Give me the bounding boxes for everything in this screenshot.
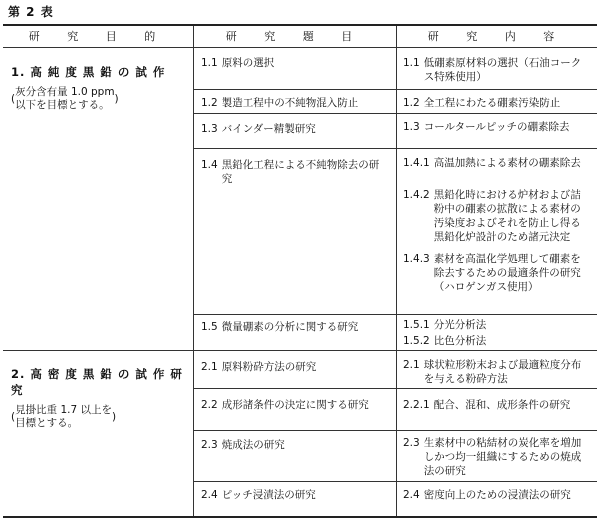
- goal-note-line: 見掛比重 1.7 以上を: [15, 404, 112, 416]
- content-item: 1.2 全工程にわたる硼素汚染防止: [403, 97, 561, 109]
- topic-item: 2.1 原料粉砕方法の研究: [201, 361, 317, 373]
- column-divider: [193, 26, 194, 516]
- row-rule: [193, 89, 597, 90]
- row-rule: [193, 388, 597, 389]
- goal-note: [11, 86, 189, 112]
- content-item: 2.2.1 配合、混和、成形条件の研究: [403, 399, 571, 411]
- row-rule: [193, 430, 597, 431]
- topic-item: 2.2 成形諸条件の決定に関する研究: [201, 399, 369, 411]
- goal-note-line: 目標とする。: [15, 417, 79, 429]
- topic-item: 1.4 黒鉛化工程による不純物除去の研究: [201, 159, 380, 185]
- goal-note-line: 灰分含有量 1.0 ppm: [15, 86, 115, 98]
- goal-cell: [11, 64, 189, 112]
- content-item: 1.3 コールタールピッチの硼素除去: [403, 121, 570, 133]
- close-paren: ): [111, 410, 117, 423]
- column-divider: [396, 26, 397, 516]
- row-rule: [193, 148, 597, 149]
- row-rule: [193, 481, 597, 482]
- header-content: 研 究 内 容: [427, 30, 567, 43]
- topic-item: 1.1 原料の選択: [201, 57, 275, 69]
- header-topic: 研 究 題 目: [225, 30, 365, 43]
- content-item: 1.4.2 黒鉛化時における炉材および詰粉中の硼素の拡散による素材の汚染度およびそれを防止し得る黒鉛化炉設計のため諸元決定: [403, 189, 581, 243]
- open-paren: (: [11, 410, 16, 423]
- group-rule: [3, 350, 597, 351]
- research-table: [3, 24, 597, 518]
- content-item: 2.3 生素材中の粘結材の炭化率を増加しかつ均一組織にするための焼成法の研究: [403, 437, 582, 477]
- topic-item: 1.2 製造工程中の不純物混入防止: [201, 97, 359, 109]
- content-item: 1.5.2 比色分析法: [403, 335, 487, 347]
- content-item: 1.1 低硼素原材料の選択（石油コークス特殊使用）: [403, 57, 582, 83]
- topic-item: 2.3 焼成法の研究: [201, 439, 285, 451]
- row-rule: [193, 113, 597, 114]
- content-item: 1.4.1 高温加熱による素材の硼素除去: [403, 157, 581, 169]
- topic-item: 2.4 ピッチ浸漬法の研究: [201, 489, 316, 501]
- header-purpose: 研 究 目 的: [28, 30, 168, 43]
- close-paren: ): [114, 92, 119, 105]
- row-rule: [193, 314, 597, 315]
- goal-label: 1. 高 純 度 黒 鉛 の 試 作: [11, 65, 166, 79]
- topic-item: 1.3 バインダー精製研究: [201, 123, 316, 135]
- topic-item: 1.5 微量硼素の分析に関する研究: [201, 321, 359, 333]
- goal-label: 2. 高 密 度 黒 鉛 の 試 作 研 究: [11, 367, 183, 397]
- goal-cell: [11, 366, 189, 430]
- open-paren: (: [11, 92, 16, 105]
- table-title: 第 2 表: [8, 5, 54, 19]
- goal-note: [11, 404, 189, 430]
- content-item: 2.4 密度向上のための浸漬法の研究: [403, 489, 571, 501]
- content-item: 1.4.3 素材を高温化学処理して硼素を除去するための最適条件の研究（ハロゲンガス使用）: [403, 253, 581, 293]
- header-rule: [3, 47, 597, 48]
- content-item: 1.5.1 分光分析法: [403, 319, 487, 331]
- content-item: 2.1 球状粒形粉末および最適粒度分布を与える粉砕方法: [403, 359, 582, 385]
- goal-note-line: 以下を目標とする。: [15, 99, 110, 111]
